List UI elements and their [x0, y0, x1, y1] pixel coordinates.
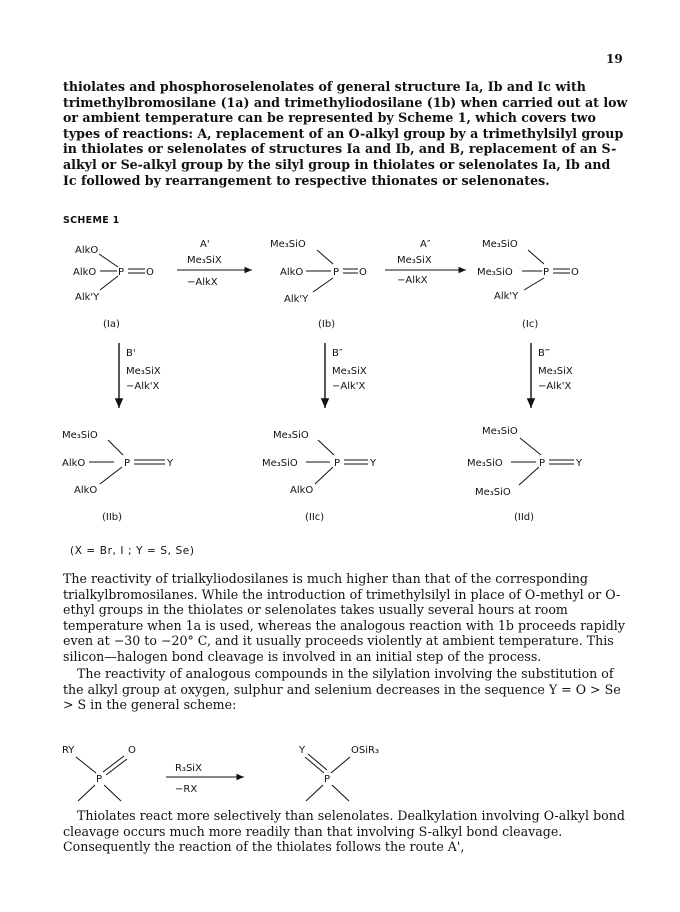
IId-double: Y [576, 458, 583, 469]
arrow-B2-reagent: Me₃SiX [332, 366, 367, 377]
label-Ia: (Ia) [103, 319, 120, 330]
Ia-double: O [146, 267, 154, 278]
label-IIc: (IIc) [305, 512, 325, 523]
label-Ib: (Ib) [318, 319, 336, 330]
label-IId: (IId) [514, 512, 535, 523]
compound-Ib [270, 239, 367, 330]
compound-Ic [477, 239, 579, 330]
IIc-sub-top: Me₃SiO [273, 430, 309, 441]
Ia-sub-middle: AlkO [73, 267, 97, 278]
paragraph-3: The reactivity of analogous compounds in the silylation involving the substitution of the alkyl group at oxygen, sulphur and selenium decreases in the sequence Y = O > Se > S in the general scheme: [63, 666, 621, 713]
Ic-double: O [571, 267, 579, 278]
page-number: 19 [606, 52, 623, 66]
arrow-A2-label: A″ [420, 239, 431, 250]
IIc-double: Y [370, 458, 377, 469]
IIb-sub-top: Me₃SiO [62, 430, 98, 441]
Ia-center: P [118, 267, 125, 278]
arrow-A2-loss: −AlkX [397, 275, 428, 286]
arrow-B3-label: B‴ [538, 348, 551, 359]
paragraph-4: Thiolates react more selectively than selenolates. Dealkylation involving O-alkyl bond cleavage occurs much more readily than that involving S-alkyl bond cleavage. Consequently the reaction of the thiolates follows the route A', [63, 808, 625, 855]
Ia-sub-bottom: Alk'Y [75, 292, 100, 303]
gen-left-center: P [96, 774, 103, 785]
compound-IId [467, 426, 583, 523]
Ic-sub-bottom: Alk'Y [494, 291, 519, 302]
paragraph-1: thiolates and phosphoroselenolates of general structure Ia, Ib and Ic with trimethylbromosilane (1a) and trimethyliodosilane (1b) when carried out at low or ambient temperature can be represented by Scheme 1, which covers two types of reactions: A, replacement of an O-alkyl group by a trimethylsilyl group in thiolates or selenolates of structures Ia and Ib, and B, replacement of an S-alkyl or Se-alkyl group by the silyl group in thiolates or selenolates Ia, Ib and Ic followed by rearrangement to respective thionates or selenonates. [63, 79, 628, 188]
IId-sub-middle: Me₃SiO [467, 458, 503, 469]
scheme-title: SCHEME 1 [63, 215, 120, 226]
label-IIb: (IIb) [102, 512, 123, 523]
arrow-B-double-prime [325, 343, 367, 408]
gen-loss: −RX [175, 784, 198, 795]
arrow-B1-reagent: Me₃SiX [126, 366, 161, 377]
label-Ic: (Ic) [522, 319, 539, 330]
IId-sub-bottom: Me₃SiO [475, 487, 511, 498]
compound-Ia [73, 245, 154, 330]
IIc-center: P [334, 458, 341, 469]
compound-IIc [262, 430, 377, 523]
arrow-A1-reagent: Me₃SiX [187, 255, 222, 266]
arrow-B1-label: B' [126, 348, 136, 359]
gen-reagent: R₃SiX [175, 763, 202, 774]
arrow-B2-label: B″ [332, 348, 343, 359]
Ic-center: P [543, 267, 550, 278]
Ib-sub-middle: AlkO [280, 267, 304, 278]
Ib-sub-bottom: Alk'Y [284, 294, 309, 305]
Ic-sub-top: Me₃SiO [482, 239, 518, 250]
gen-right-top-right: OSiR₃ [351, 745, 379, 756]
arrow-A1-loss: −AlkX [187, 277, 218, 288]
arrow-B1-loss: −Alk'X [126, 381, 160, 392]
IIb-sub-bottom: AlkO [74, 485, 98, 496]
IId-sub-top: Me₃SiO [482, 426, 518, 437]
IIb-center: P [124, 458, 131, 469]
arrow-A-prime [177, 239, 252, 288]
IId-center: P [539, 458, 546, 469]
arrow-A-double-prime [385, 239, 466, 286]
gen-left-top-left: RY [62, 745, 75, 756]
IIc-sub-middle: Me₃SiO [262, 458, 298, 469]
arrow-B3-loss: −Alk'X [538, 381, 572, 392]
Ia-sub-top: AlkO [75, 245, 99, 256]
Ib-sub-top: Me₃SiO [270, 239, 306, 250]
arrow-B-triple-prime [531, 343, 573, 408]
arrow-B-prime [119, 343, 161, 408]
arrow-B2-loss: −Alk'X [332, 381, 366, 392]
arrow-A1-label: A' [200, 239, 210, 250]
gen-right-top-left: Y [299, 745, 306, 756]
Ib-center: P [333, 267, 340, 278]
IIb-double: Y [167, 458, 174, 469]
IIb-sub-middle: AlkO [62, 458, 86, 469]
compound-IIb [62, 430, 174, 523]
arrow-B3-reagent: Me₃SiX [538, 366, 573, 377]
paragraph-2: The reactivity of trialkyliodosilanes is much higher than that of the corresponding trialkylbromosilanes. While the introduction of trimethylsilyl in place of O-methyl or O-ethyl groups in the thiolates or selenolates takes usually several hours at room temperature when 1a is used, whereas the analogous reaction with 1b proceeds rapidly even at −30 to −20° C, and it usually proceeds violently at ambient temperature. This silicon—halogen bond cleavage is involved in an initial step of the process. [63, 571, 625, 664]
arrow-A2-reagent: Me₃SiX [397, 255, 432, 266]
scheme-note: (X = Br, I ; Y = S, Se) [70, 545, 195, 557]
Ib-double: O [359, 267, 367, 278]
IIc-sub-bottom: AlkO [290, 485, 314, 496]
gen-right-center: P [324, 774, 331, 785]
general-scheme [62, 745, 379, 801]
gen-left-top-right: O [128, 745, 136, 756]
Ic-sub-middle: Me₃SiO [477, 267, 513, 278]
